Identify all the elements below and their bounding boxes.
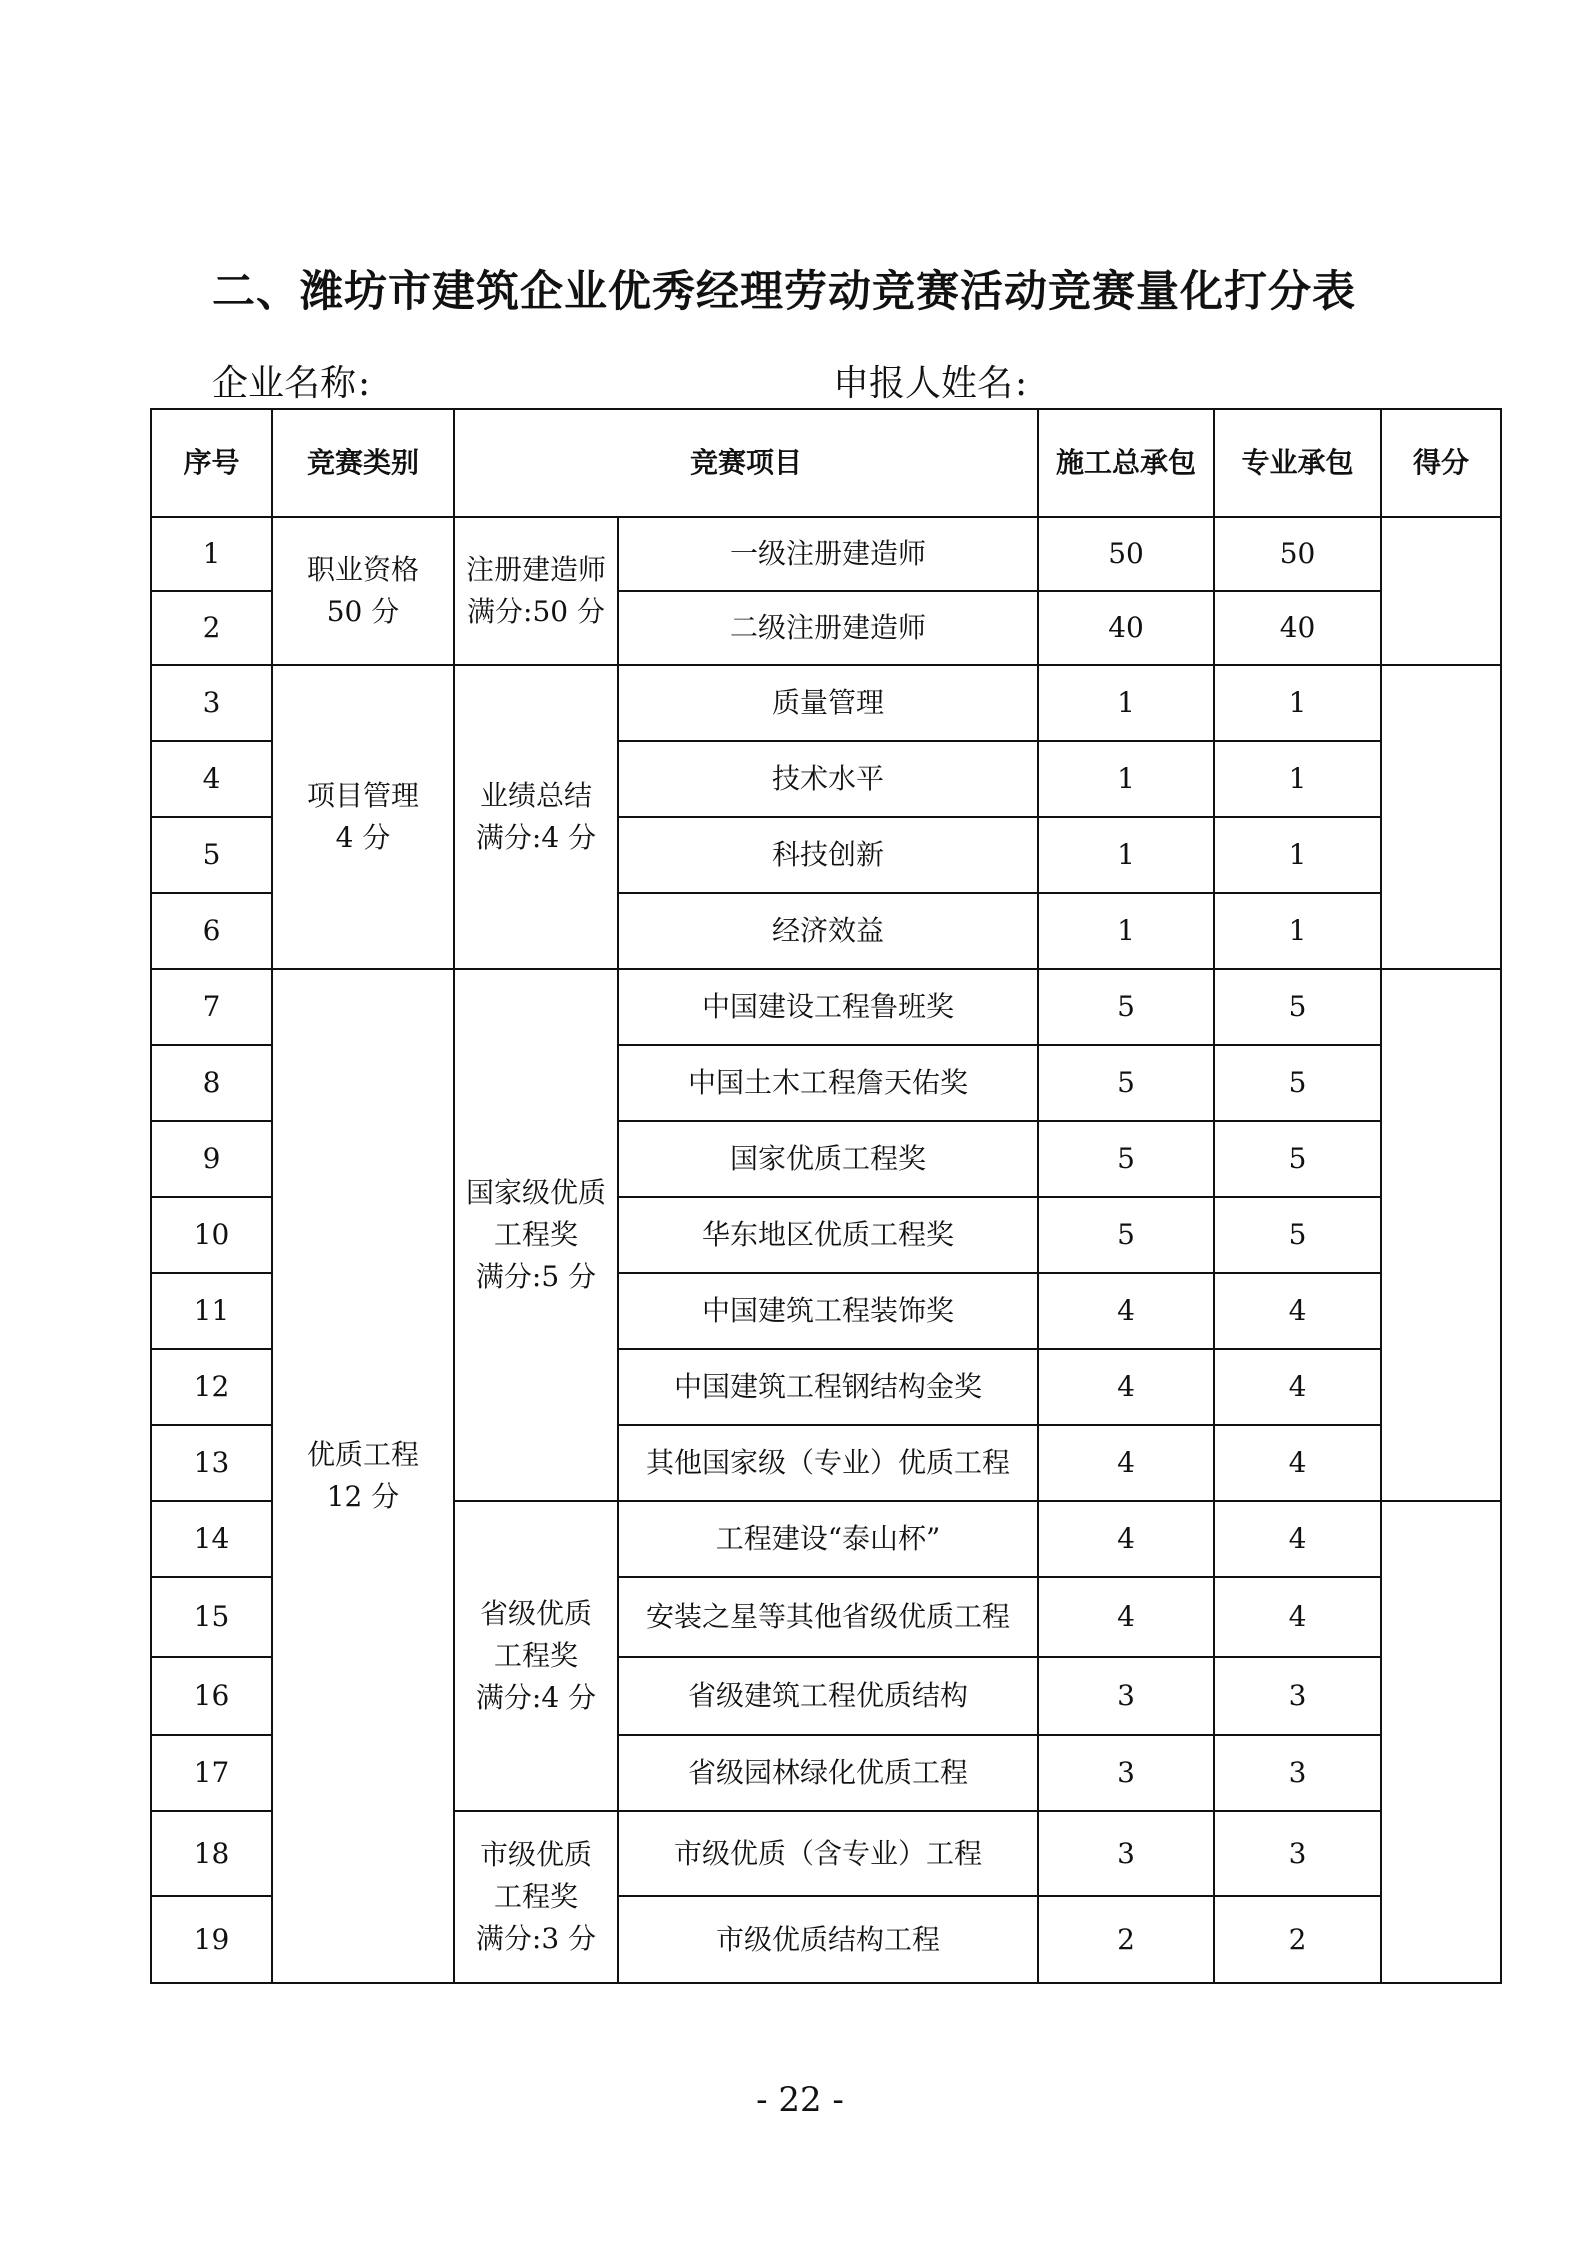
score-cell[interactable] [1381,665,1501,969]
item-cell: 市级优质结构工程 [618,1896,1038,1983]
general-cell: 1 [1038,665,1214,741]
general-cell: 2 [1038,1896,1214,1983]
seq-cell: 3 [151,665,272,741]
category-name: 项目管理 [306,779,419,812]
general-cell: 3 [1038,1657,1214,1735]
item-cell: 其他国家级（专业）优质工程 [618,1425,1038,1501]
applicant-name-colon: : [1015,363,1028,404]
specialty-cell: 5 [1214,1121,1381,1197]
applicant-name-field [833,355,1027,406]
subcategory-line: 工程奖 [493,1218,578,1251]
item-cell: 经济效益 [618,893,1038,969]
specialty-cell: 4 [1214,1273,1381,1349]
header-score: 得分 [1381,409,1501,517]
category-name: 职业资格 [306,553,419,586]
specialty-cell: 5 [1214,1045,1381,1121]
subcategory-line: 注册建造师 [465,553,606,586]
category-name: 优质工程 [306,1438,419,1471]
seq-cell: 9 [151,1121,272,1197]
subcategory-line: 满分:5 分 [475,1260,597,1293]
item-cell: 中国建筑工程装饰奖 [618,1273,1038,1349]
seq-cell: 18 [151,1811,272,1896]
general-cell: 3 [1038,1811,1214,1896]
item-cell: 市级优质（含专业）工程 [618,1811,1038,1896]
score-cell[interactable] [1381,969,1501,1501]
header-item: 竞赛项目 [454,409,1038,517]
seq-cell: 5 [151,817,272,893]
specialty-cell: 1 [1214,665,1381,741]
seq-cell: 12 [151,1349,272,1425]
specialty-cell: 4 [1214,1349,1381,1425]
item-cell: 中国建筑工程钢结构金奖 [618,1349,1038,1425]
subcategory-line: 满分:4 分 [475,821,597,854]
category-points: 50 分 [326,595,400,628]
seq-cell: 10 [151,1197,272,1273]
item-cell: 省级建筑工程优质结构 [618,1657,1038,1735]
item-cell: 技术水平 [618,741,1038,817]
general-cell: 1 [1038,893,1214,969]
general-cell: 5 [1038,1121,1214,1197]
specialty-cell: 4 [1214,1425,1381,1501]
seq-cell: 6 [151,893,272,969]
company-name-colon: : [358,363,371,404]
subcategory-line: 省级优质 [479,1597,592,1630]
subcategory-provincial-award [454,1501,618,1811]
seq-cell: 13 [151,1425,272,1501]
page-title: 二、潍坊市建筑企业优秀经理劳动竞赛活动竞赛量化打分表 [212,267,1356,317]
specialty-cell: 2 [1214,1896,1381,1983]
header-seq: 序号 [151,409,272,517]
header-category: 竞赛类别 [272,409,454,517]
table-row [151,665,1501,741]
applicant-name-label: 申报人姓名 [833,363,1014,404]
item-cell: 科技创新 [618,817,1038,893]
general-cell: 4 [1038,1501,1214,1577]
item-cell: 中国土木工程詹天佑奖 [618,1045,1038,1121]
subcategory-performance-summary [454,665,618,969]
item-cell: 一级注册建造师 [618,517,1038,591]
item-cell: 安装之星等其他省级优质工程 [618,1577,1038,1657]
item-cell: 省级园林绿化优质工程 [618,1735,1038,1811]
general-cell: 4 [1038,1577,1214,1657]
item-cell: 工程建设“泰山杯” [618,1501,1038,1577]
specialty-cell: 5 [1214,969,1381,1045]
seq-cell: 17 [151,1735,272,1811]
item-cell: 国家优质工程奖 [618,1121,1038,1197]
score-cell[interactable] [1381,1501,1501,1983]
specialty-cell: 3 [1214,1735,1381,1811]
general-cell: 1 [1038,817,1214,893]
scoring-table [150,408,1502,1984]
specialty-cell: 3 [1214,1657,1381,1735]
seq-cell: 11 [151,1273,272,1349]
subcategory-municipal-award [454,1811,618,1983]
specialty-cell: 1 [1214,741,1381,817]
company-name-field [212,355,370,406]
general-cell: 4 [1038,1273,1214,1349]
category-points: 12 分 [326,1480,400,1513]
subcategory-line: 工程奖 [493,1639,578,1672]
general-cell: 5 [1038,1197,1214,1273]
header-general: 施工总承包 [1038,409,1214,517]
subcategory-line: 满分:4 分 [475,1681,597,1714]
header-row [151,409,1501,517]
general-cell: 4 [1038,1425,1214,1501]
specialty-cell: 3 [1214,1811,1381,1896]
table-row [151,517,1501,591]
company-name-label: 企业名称 [212,363,357,404]
seq-cell: 2 [151,591,272,665]
page-number: - 22 - [756,2080,844,2120]
category-qualification [272,517,454,665]
general-cell: 5 [1038,969,1214,1045]
item-cell: 二级注册建造师 [618,591,1038,665]
general-cell: 1 [1038,741,1214,817]
subcategory-line: 业绩总结 [479,779,592,812]
category-project-management [272,665,454,969]
seq-cell: 16 [151,1657,272,1735]
subcategory-line: 国家级优质 [465,1176,606,1209]
subcategory-line: 工程奖 [493,1880,578,1913]
seq-cell: 19 [151,1896,272,1983]
seq-cell: 8 [151,1045,272,1121]
specialty-cell: 40 [1214,591,1381,665]
seq-cell: 1 [151,517,272,591]
score-cell[interactable] [1381,517,1501,665]
specialty-cell: 1 [1214,893,1381,969]
general-cell: 5 [1038,1045,1214,1121]
specialty-cell: 5 [1214,1197,1381,1273]
table-row [151,969,1501,1045]
specialty-cell: 4 [1214,1501,1381,1577]
item-cell: 质量管理 [618,665,1038,741]
specialty-cell: 50 [1214,517,1381,591]
seq-cell: 14 [151,1501,272,1577]
subcategory-line: 满分:3 分 [475,1922,597,1955]
category-points: 4 分 [335,821,391,854]
item-cell: 华东地区优质工程奖 [618,1197,1038,1273]
subcategory-national-award [454,969,618,1501]
subcategory-line: 满分:50 分 [467,595,605,628]
general-cell: 3 [1038,1735,1214,1811]
general-cell: 40 [1038,591,1214,665]
seq-cell: 7 [151,969,272,1045]
specialty-cell: 1 [1214,817,1381,893]
general-cell: 4 [1038,1349,1214,1425]
category-quality-projects [272,969,454,1983]
general-cell: 50 [1038,517,1214,591]
header-specialty: 专业承包 [1214,409,1381,517]
specialty-cell: 4 [1214,1577,1381,1657]
seq-cell: 4 [151,741,272,817]
item-cell: 中国建设工程鲁班奖 [618,969,1038,1045]
seq-cell: 15 [151,1577,272,1657]
subcategory-registered-builder [454,517,618,665]
subcategory-line: 市级优质 [479,1838,592,1871]
